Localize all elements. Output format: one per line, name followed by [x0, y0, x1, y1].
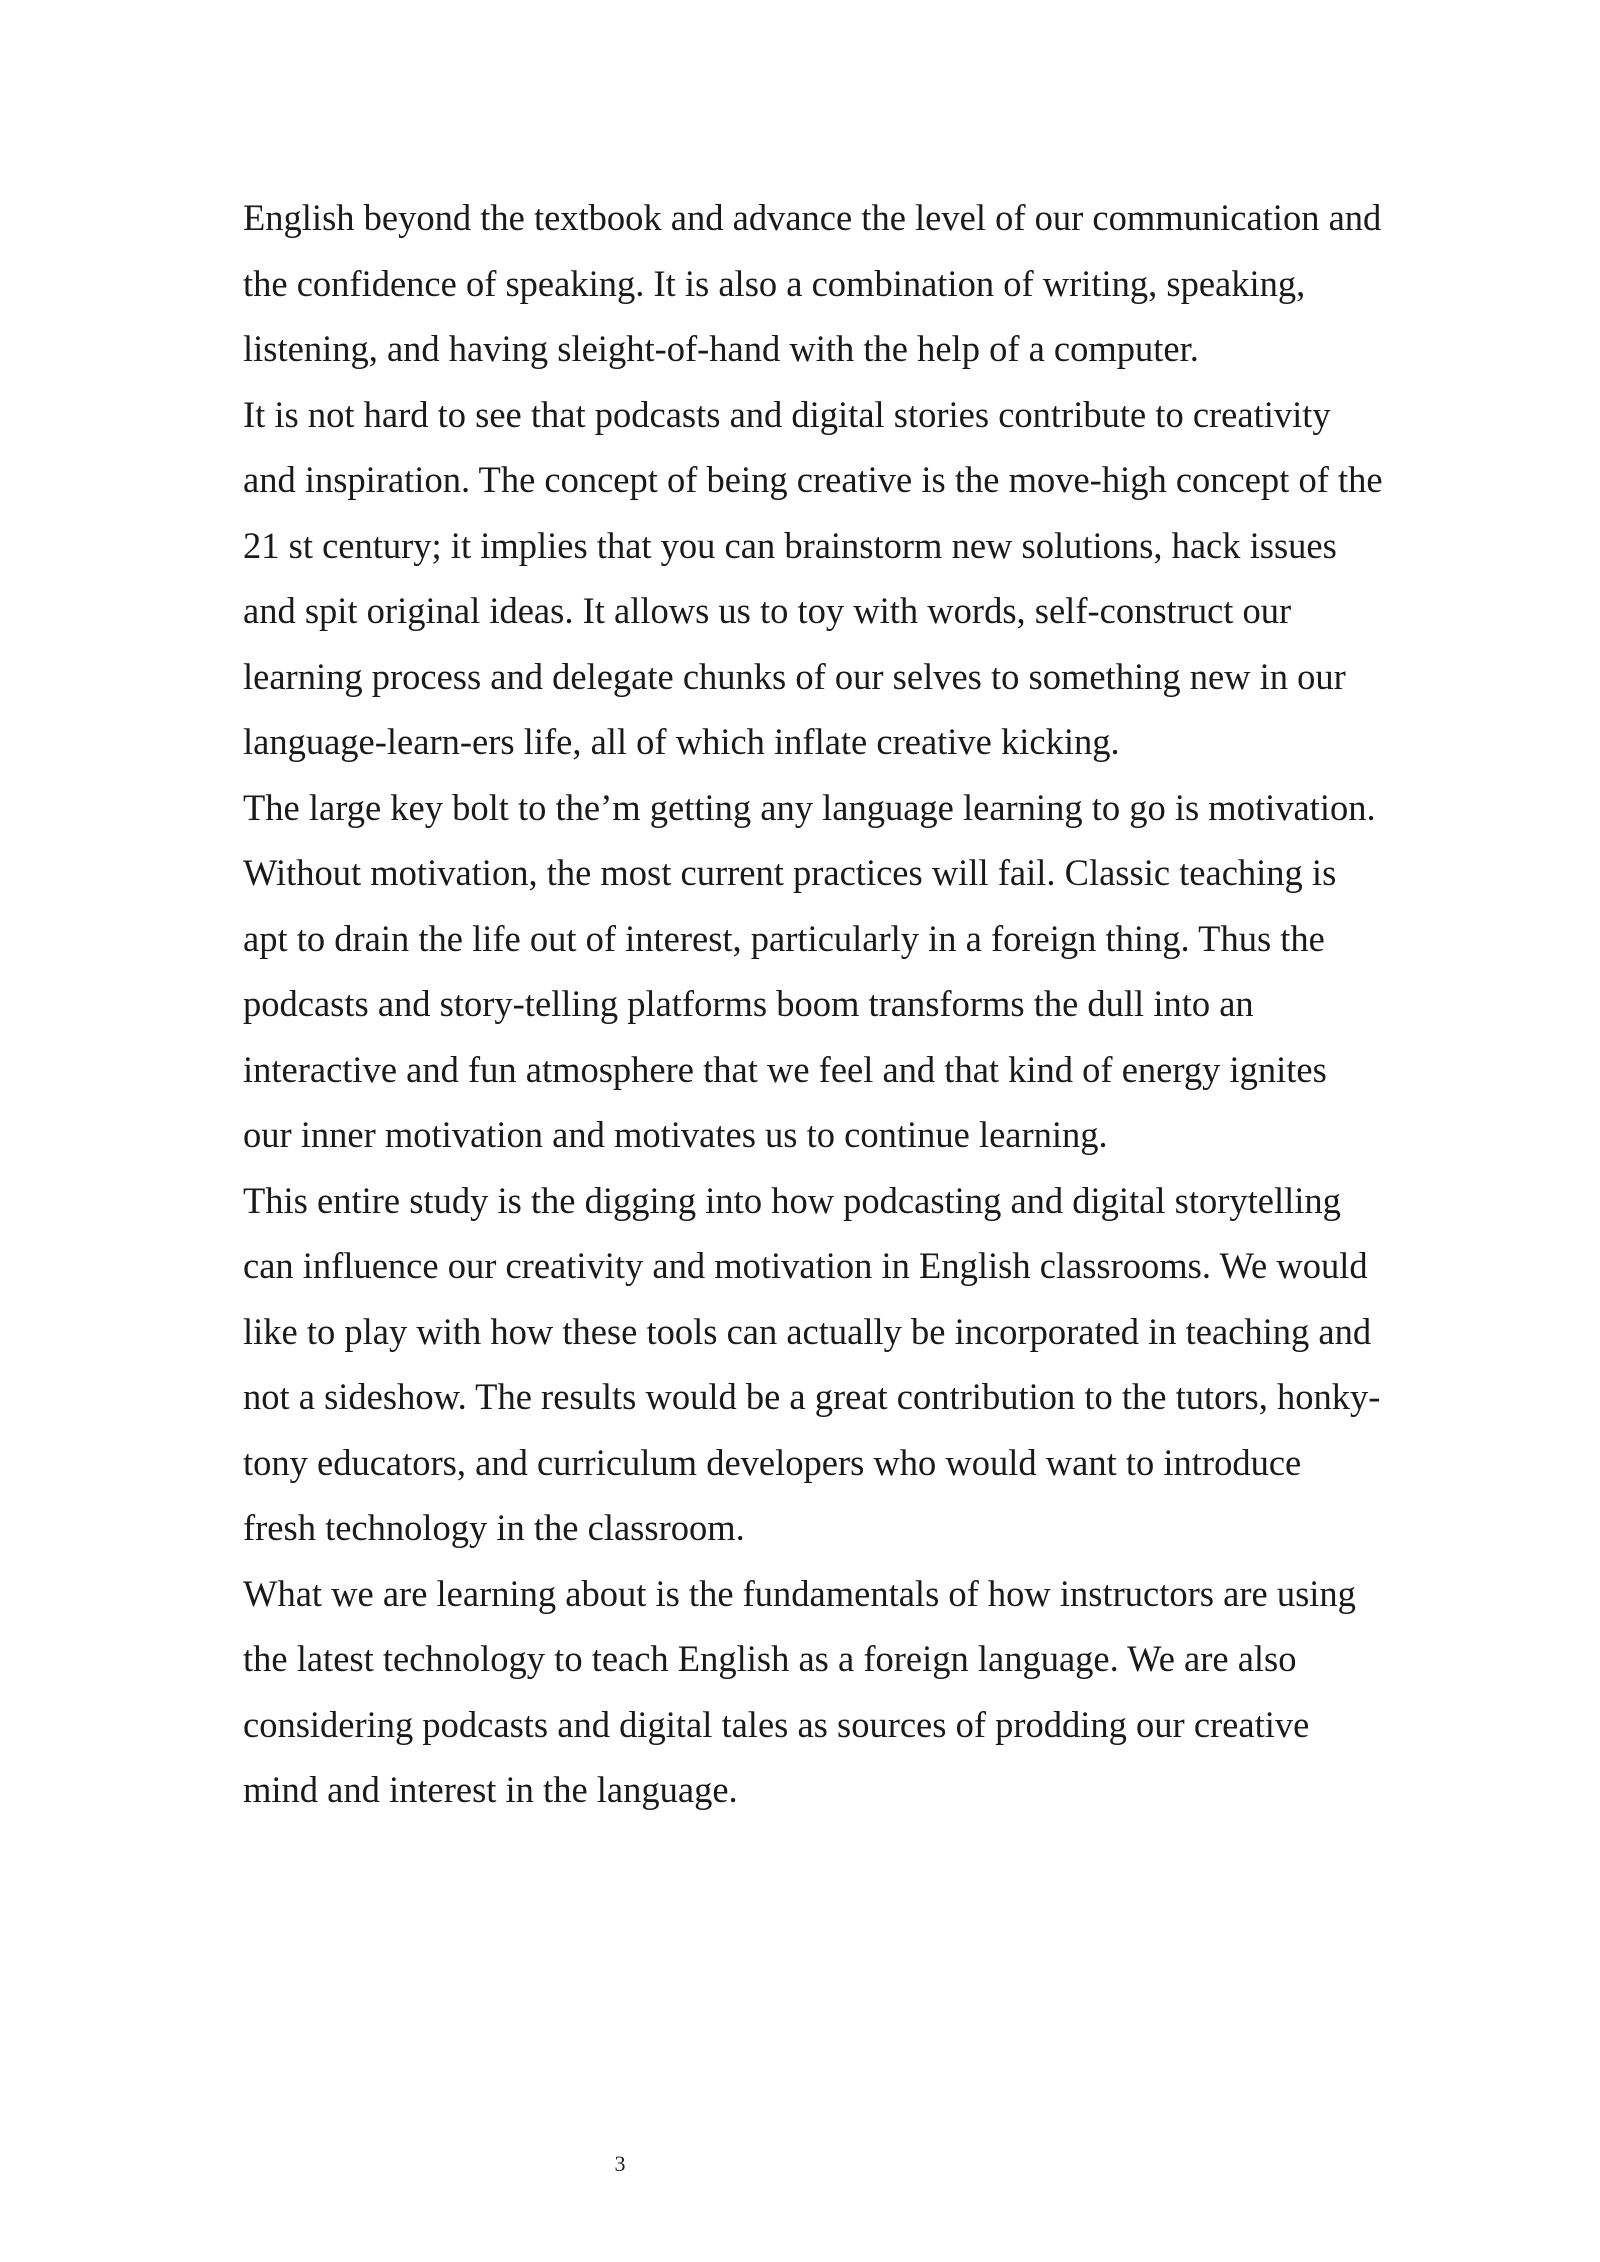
paragraph-3: The large key bolt to the’m getting any language learning to go is motivation. Without motivation, the most current practices will fail. Classic teaching is apt to drain the life out of interest, particularly in a foreign thing. Thus the podcasts and story-telling platforms boom transforms the dull into an interactive and fun atmosphere that we feel and that kind of energy ignites our inner motivation and motivates us to continue learning.: [243, 786, 1376, 1155]
paragraph-2: It is not hard to see that podcasts and digital stories contribute to creativity and inspiration. The concept of being creative is the move-high concept of the 21 st century; it implies that you can brainstorm new solutions, hack issues and spit original ideas. It allows us to toy with words, self-construct our learning process and delegate chunks of our selves to something new in our language-learn-ers life, all of which inflate creative kicking.: [243, 393, 1383, 762]
body-text: [243, 185, 1383, 1823]
page-number: 3: [614, 2151, 626, 2176]
paragraph-1: English beyond the textbook and advance the level of our communication and the confidence of speaking. It is also a combination of writing, speaking, listening, and having sleight-of-hand with the help of a computer.: [243, 197, 1382, 369]
paragraph-4: This entire study is the digging into how podcasting and digital storytelling can influence our creativity and motivation in English classrooms. We would like to play with how these tools can actually be incorporated in teaching and not a sideshow. The results would be a great contribution to the tutors, honky-tony educators, and curriculum developers who would want to introduce fresh technology in the classroom.: [243, 1179, 1381, 1548]
paragraph-5: What we are learning about is the fundamentals of how instructors are using the latest technology to teach English as a foreign language. We are also considering podcasts and digital tales as sources of prodding our creative mind and interest in the language.: [243, 1572, 1356, 1810]
